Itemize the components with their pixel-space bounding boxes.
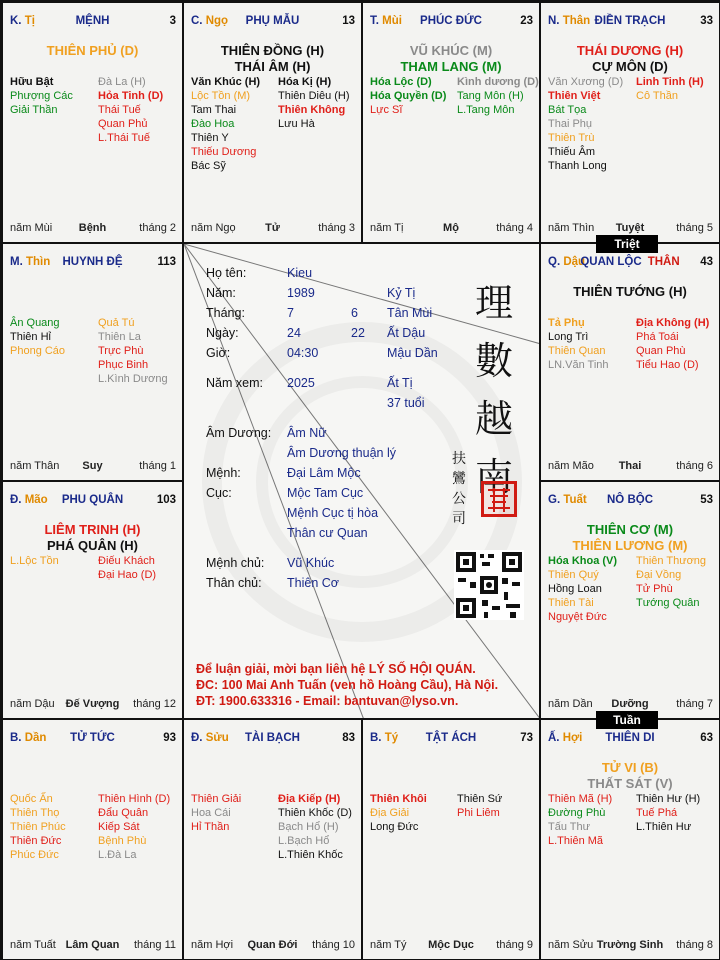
palace-number: 53 <box>700 494 713 506</box>
year-label: Năm: <box>206 286 236 300</box>
minor-stars-left <box>370 75 446 117</box>
main-star: THÁI ÂM (H) <box>234 59 311 74</box>
footer-year: năm Thân <box>10 460 60 472</box>
minor-star: Thái Tuế <box>98 104 141 116</box>
minor-stars-left <box>191 792 241 834</box>
minor-star: Đẩu Quân <box>98 807 149 819</box>
main-star: LIÊM TRINH (H) <box>44 522 141 537</box>
menh-label: Mệnh: <box>206 466 241 480</box>
minor-star: Bác Sỹ <box>191 160 226 172</box>
main-star: PHÁ QUÂN (H) <box>47 538 138 553</box>
main-star: CỰ MÔN (D) <box>592 59 668 74</box>
minor-star: Địa Kiếp (H) <box>278 793 341 805</box>
footer-month: tháng 1 <box>139 460 176 472</box>
main-star: THẤT SÁT (V) <box>587 776 673 791</box>
minor-star: Phục Binh <box>98 359 149 371</box>
palace-suu <box>183 719 362 960</box>
day-label: Ngày: <box>206 326 239 340</box>
palace-number: 33 <box>700 15 713 27</box>
view-year-label: Năm xem: <box>206 376 263 390</box>
main-star: THIÊN LƯƠNG (M) <box>572 538 688 553</box>
center-panel <box>183 243 540 719</box>
footer-month: tháng 8 <box>676 939 713 951</box>
cuc-label: Cục: <box>206 486 232 500</box>
minor-star: Thiên Quan <box>548 345 606 357</box>
palace-ty <box>362 719 540 960</box>
footer-year: năm Tị <box>370 222 404 234</box>
year-can: Kỷ Tị <box>387 286 416 300</box>
minor-star: Cô Thần <box>636 90 678 102</box>
palace-name <box>541 256 719 268</box>
palace-number: 3 <box>169 15 176 27</box>
palace-name <box>3 15 182 27</box>
logo-sub-2: 鸞 <box>452 471 466 487</box>
main-star: THÁI DƯƠNG (H) <box>576 43 684 58</box>
minor-stars-right <box>98 554 156 582</box>
minor-star: Kình dương (D) <box>457 76 539 88</box>
year-value: 1989 <box>287 286 315 300</box>
footer-month: tháng 2 <box>139 222 176 234</box>
minor-star: Đại Hao (D) <box>98 569 157 581</box>
amduong-label: Âm Dương: <box>206 426 272 440</box>
minor-stars-left <box>370 792 427 834</box>
branch-prefix: Ấ. <box>548 732 563 744</box>
branch-name: Sửu <box>205 732 229 744</box>
palace-dau <box>540 243 720 481</box>
palace-name <box>541 732 719 744</box>
footer-year: năm Thìn <box>548 222 595 234</box>
palace-ti <box>2 2 183 243</box>
minor-star: Nguyệt Đức <box>548 611 607 623</box>
minor-star: Thiên La <box>98 331 141 343</box>
name-label: Họ tên: <box>206 266 247 280</box>
minor-star: Thiên Giải <box>191 793 242 805</box>
minor-star: Tả Phụ <box>548 317 585 329</box>
footer-month: tháng 3 <box>318 222 355 234</box>
footer-month: tháng 7 <box>676 698 713 710</box>
palace-title: TẬT ÁCH <box>425 732 477 744</box>
minor-star: Hỏa Tinh (D) <box>98 90 164 102</box>
footer-stage: Mộ <box>443 222 459 234</box>
minor-stars-right <box>98 316 168 386</box>
minor-star: Phá Toái <box>636 331 679 343</box>
minor-stars-right <box>457 75 539 117</box>
footer-year: năm Dậu <box>10 698 55 710</box>
thanchu-value: Thiên Cơ <box>287 576 339 590</box>
calligraphy-logo <box>469 274 519 506</box>
day-lunar: 22 <box>351 326 365 340</box>
minor-star: Giải Thần <box>10 104 58 116</box>
branch-name: Tuất <box>563 494 587 506</box>
minor-star: Quốc Ấn <box>10 793 53 805</box>
palace-number: 63 <box>700 732 713 744</box>
minor-stars-left <box>10 75 73 117</box>
palace-number: 73 <box>520 732 533 744</box>
minor-star: Lưu Hà <box>278 118 315 130</box>
palace-title: PHÚC ĐỨC <box>420 15 482 27</box>
branch-prefix: C. <box>191 15 206 27</box>
palace-title: ĐIỀN TRẠCH <box>594 15 666 27</box>
main-star: VŨ KHÚC (M) <box>409 43 493 58</box>
month-value: 7 <box>287 306 294 320</box>
minor-star: Linh Tinh (H) <box>636 76 704 88</box>
minor-star: L.Thiên Khốc <box>278 849 343 861</box>
minor-stars-right <box>278 792 352 862</box>
branch-prefix: M. <box>10 256 26 268</box>
minor-stars-right <box>457 792 502 820</box>
footer-stage: Mộc Dục <box>428 939 474 951</box>
minor-star: Thiên Đức <box>10 835 62 847</box>
palace-ngo <box>183 2 362 243</box>
minor-star: Văn Khúc (H) <box>191 76 261 88</box>
minor-star: Thiên Mã (H) <box>548 793 613 805</box>
palace-title: QUAN LỘC <box>580 256 642 268</box>
minor-star: Tiểu Hao (D) <box>636 359 699 371</box>
branch-prefix: Q. <box>548 256 564 268</box>
minor-stars-right <box>278 75 350 131</box>
branch-prefix: G. <box>548 494 564 506</box>
minor-star: Trực Phù <box>98 345 144 357</box>
cuc-value: Mộc Tam Cục <box>287 486 364 500</box>
palace-number: 23 <box>520 15 533 27</box>
palace-title: NÔ BỘC <box>607 494 653 506</box>
branch-name: Thìn <box>25 256 51 268</box>
minor-star: Tang Môn (H) <box>457 90 524 102</box>
minor-star: Thiên Hỉ <box>10 331 51 343</box>
footer-year: năm Tý <box>370 939 407 951</box>
logo-char-1: 理 <box>474 281 513 325</box>
minor-star: Hoa Cái <box>191 807 231 819</box>
palace-name <box>363 732 539 744</box>
minor-star: Thai Phụ <box>548 118 593 130</box>
minor-stars-left <box>191 75 260 173</box>
minor-star: Quan Phù <box>636 345 686 357</box>
view-year-value: 2025 <box>287 376 315 390</box>
minor-star: Lực Sĩ <box>370 104 403 116</box>
branch-name: Tý <box>384 732 399 744</box>
minor-star: Tuế Phá <box>636 807 678 819</box>
palace-name <box>363 15 539 27</box>
minor-star: Long Đức <box>370 821 419 833</box>
minor-star: Phúc Đức <box>10 849 59 861</box>
minor-star: Tướng Quân <box>636 597 700 609</box>
main-star: THIÊN TƯỚNG (H) <box>573 284 687 299</box>
minor-star: Lộc Tồn (M) <box>191 90 251 102</box>
footer-stage: Dưỡng <box>611 698 649 710</box>
minor-stars-right <box>636 75 704 103</box>
minor-star: Thiên Phúc <box>10 821 66 833</box>
branch-prefix: K. <box>10 15 25 27</box>
minor-stars-right <box>636 316 709 372</box>
footer-stage: Quan Đới <box>247 939 298 951</box>
footer-stage: Đế Vượng <box>65 698 120 710</box>
minor-stars-left <box>10 554 59 568</box>
day-can: Ất Dậu <box>387 326 426 340</box>
minor-stars-left <box>548 316 609 372</box>
palace-thin <box>2 243 183 481</box>
minor-star: Hóa Kị (H) <box>278 76 332 88</box>
red-seal-stamp <box>481 481 517 517</box>
minor-star: Thanh Long <box>548 160 607 172</box>
minor-star: Thiên Không <box>278 104 346 116</box>
minor-stars-right <box>636 554 706 610</box>
palace-number: 103 <box>156 494 176 506</box>
minor-stars-right <box>98 792 170 862</box>
footer-month: tháng 9 <box>496 939 533 951</box>
minor-stars-left <box>548 792 612 848</box>
footer-month: tháng 10 <box>312 939 355 951</box>
day-value: 24 <box>287 326 301 340</box>
footer-month: tháng 12 <box>133 698 176 710</box>
minor-star: Đại Vồng <box>636 569 682 581</box>
main-star: THIÊN CƠ (M) <box>586 522 674 537</box>
palace-number: 93 <box>163 732 176 744</box>
footer-stage: Suy <box>82 460 103 472</box>
tuan-marker: Tuần <box>596 711 658 729</box>
palace-name <box>3 732 182 744</box>
minor-star: Thiên Khốc (D) <box>278 807 352 819</box>
branch-name: Thân <box>562 15 591 27</box>
palace-dan <box>2 719 183 960</box>
palace-mui <box>362 2 540 243</box>
branch-prefix: N. <box>548 15 563 27</box>
branch-name: Hợi <box>562 732 583 744</box>
minor-star: Đào Hoa <box>191 118 235 130</box>
minor-star: L.Lộc Tồn <box>10 555 59 567</box>
palace-number: 113 <box>157 256 176 268</box>
minor-star: Văn Xương (D) <box>548 76 624 88</box>
minor-star: Điếu Khách <box>98 555 155 567</box>
main-star: TỬ VI (B) <box>601 760 659 775</box>
palace-mao <box>2 481 183 719</box>
footer-year: năm Ngọ <box>191 222 236 234</box>
amduong-value2: Âm Dương thuận lý <box>287 446 396 460</box>
main-star: THAM LANG (M) <box>400 59 502 74</box>
footer-month: tháng 4 <box>496 222 533 234</box>
contact-line-3: ĐT: 1900.633316 - Email: bantuvan@lyso.vn. <box>196 694 459 708</box>
footer-year: năm Sửu <box>548 939 594 951</box>
thanchu-label: Thân chủ: <box>206 576 262 590</box>
minor-star: L.Bạch Hổ <box>278 835 330 847</box>
footer-stage: Thai <box>618 460 642 472</box>
minor-star: Bạch Hổ (H) <box>278 821 339 833</box>
branch-prefix: Đ. <box>10 494 25 506</box>
minor-star: Đường Phù <box>548 807 606 819</box>
view-age: 37 tuổi <box>387 396 425 410</box>
menhchu-value: Vũ Khúc <box>287 556 335 570</box>
cuc-value2: Mệnh Cục tị hòa <box>287 506 379 520</box>
branch-name: Mão <box>24 494 48 506</box>
palace-name <box>541 15 719 27</box>
minor-star: Thiên Sứ <box>457 793 503 805</box>
palace-title: PHỤ MẪU <box>245 15 300 27</box>
name-value: Kieu <box>287 266 313 280</box>
minor-star: Hóa Quyền (D) <box>370 90 447 102</box>
palace-number: 43 <box>700 256 713 268</box>
footer-month: tháng 5 <box>676 222 713 234</box>
minor-star: Thiên Khôi <box>370 793 427 805</box>
footer-stage: Tử <box>265 222 280 234</box>
minor-star: Thiên Thương <box>636 555 707 567</box>
hour-value: 04:30 <box>287 346 319 360</box>
palace-name <box>3 494 182 506</box>
palace-hoi <box>540 719 720 960</box>
logo-char-2: 數 <box>474 339 513 383</box>
view-year-can: Ất Tị <box>387 376 413 390</box>
minor-star: Quả Tú <box>98 317 135 329</box>
footer-month: tháng 11 <box>133 939 176 951</box>
logo-subtext <box>449 449 469 529</box>
palace-title: TÀI BẠCH <box>245 732 300 744</box>
branch-prefix: B. <box>10 732 25 744</box>
month-lunar: 6 <box>351 306 358 320</box>
logo-sub-3: 公 <box>452 491 466 507</box>
menh-value: Đại Lâm Mộc <box>287 466 361 480</box>
than-marker: THÂN <box>647 256 680 268</box>
contact-line-2: ĐC: 100 Mai Anh Tuấn (ven hồ Hoàng Cầu), Hà Nội. <box>196 678 499 692</box>
minor-star: L.Thiên Hư <box>636 821 692 833</box>
minor-star: Thiên Thọ <box>10 807 60 819</box>
minor-star: Kiếp Sát <box>98 821 140 833</box>
main-star: THIÊN PHỦ (D) <box>46 43 139 58</box>
triet-marker: Triệt <box>596 235 658 253</box>
palace-than <box>540 2 720 243</box>
branch-prefix: T. <box>370 15 383 27</box>
palace-title: MỆNH <box>75 15 110 27</box>
minor-star: Thiên Quý <box>548 569 599 581</box>
branch-name: Dậu <box>563 256 586 268</box>
palace-title: TỬ TỨC <box>70 732 115 744</box>
month-can: Tân Mùi <box>387 306 433 320</box>
minor-star: Thiên Việt <box>548 90 601 102</box>
minor-stars-right <box>636 792 700 834</box>
footer-stage: Trường Sinh <box>596 939 664 951</box>
footer-year: năm Mùi <box>10 222 53 234</box>
minor-star: Địa Giải <box>370 807 410 819</box>
branch-name: Ngọ <box>205 15 229 27</box>
minor-stars-left <box>10 792 66 862</box>
footer-year: năm Tuất <box>10 939 56 951</box>
minor-star: Thiên Y <box>191 132 229 144</box>
minor-star: Bệnh Phù <box>98 835 147 847</box>
main-star: THIÊN ĐỒNG (H) <box>220 43 325 58</box>
branch-prefix: B. <box>370 732 385 744</box>
minor-stars-left <box>548 75 623 173</box>
minor-star: Phong Cáo <box>10 345 66 357</box>
minor-star: Thiên Tài <box>548 597 594 609</box>
minor-star: Thiên Diêu (H) <box>278 90 350 102</box>
minor-star: Thiên Hình (D) <box>98 793 171 805</box>
footer-stage: Bệnh <box>78 222 107 234</box>
branch-name: Dần <box>24 732 47 744</box>
minor-star: L.Tang Môn <box>457 104 515 116</box>
minor-star: Tấu Thư <box>548 821 591 833</box>
logo-char-4: 南 <box>474 455 513 499</box>
logo-char-3: 越 <box>474 397 513 441</box>
branch-name: Mùi <box>382 15 402 27</box>
minor-stars-right <box>98 75 163 145</box>
palace-title: HUYNH ĐỆ <box>62 256 123 268</box>
minor-star: Long Trì <box>548 331 589 343</box>
logo-sub-4: 司 <box>452 511 466 527</box>
footer-stage: Lâm Quan <box>65 939 120 951</box>
palace-number: 83 <box>342 732 355 744</box>
branch-prefix: Đ. <box>191 732 206 744</box>
minor-star: Tử Phù <box>636 583 673 595</box>
month-label: Tháng: <box>206 306 245 320</box>
minor-star: Hồng Loan <box>548 583 602 595</box>
minor-star: Địa Không (H) <box>636 317 710 329</box>
minor-star: L.Thiên Mã <box>548 835 604 847</box>
minor-star: Hóa Khoa (V) <box>548 555 618 567</box>
qr-code[interactable] <box>454 550 524 620</box>
footer-year: năm Mão <box>548 460 594 472</box>
minor-star: Quan Phủ <box>98 118 148 130</box>
palace-number: 13 <box>342 15 355 27</box>
minor-star: L.Đà La <box>98 849 137 861</box>
minor-star: Ân Quang <box>10 317 60 329</box>
minor-star: L.Thái Tuế <box>98 132 150 144</box>
amduong-value: Âm Nữ <box>287 426 327 440</box>
minor-star: Bát Tọa <box>548 104 587 116</box>
minor-star: Thiên Trù <box>548 132 595 144</box>
palace-title: THIÊN DI <box>605 732 655 744</box>
footer-year: năm Hợi <box>191 939 234 951</box>
minor-star: LN.Văn Tinh <box>548 359 609 371</box>
footer-year: năm Dần <box>548 698 593 710</box>
minor-star: Thiếu Dương <box>191 146 257 158</box>
minor-star: Hóa Lộc (D) <box>370 76 432 88</box>
minor-star: Thiên Hư (H) <box>636 793 701 805</box>
branch-name: Tị <box>24 15 35 27</box>
menhchu-label: Mệnh chủ: <box>206 556 265 570</box>
palace-name <box>3 256 182 268</box>
footer-month: tháng 6 <box>676 460 713 472</box>
minor-star: Đà La (H) <box>98 76 146 88</box>
minor-stars-left <box>10 316 65 358</box>
hour-can: Mậu Dần <box>387 346 438 360</box>
contact-line-1: Để luận giải, mời bạn liên hệ LÝ SỐ HỘI QUÁN. <box>196 662 476 676</box>
hour-label: Giờ: <box>206 346 231 360</box>
minor-star: Hữu Bật <box>10 76 54 88</box>
palace-name <box>184 732 361 744</box>
minor-star: Tam Thai <box>191 104 237 116</box>
minor-star: Phi Liêm <box>457 807 500 819</box>
footer-stage: Tuyệt <box>615 222 645 234</box>
cuc-value3: Thân cư Quan <box>287 526 368 540</box>
palace-title: PHU QUÂN <box>61 494 124 506</box>
palace-tuat <box>540 481 720 719</box>
palace-name <box>184 15 361 27</box>
minor-star: Phượng Các <box>10 90 73 102</box>
palace-name <box>541 494 719 506</box>
logo-sub-1: 扶 <box>452 451 466 467</box>
minor-star: Hỉ Thần <box>191 821 230 833</box>
minor-star: Thiếu Âm <box>548 146 596 158</box>
minor-stars-left <box>548 554 617 624</box>
minor-star: L.Kình Dương <box>98 373 168 385</box>
